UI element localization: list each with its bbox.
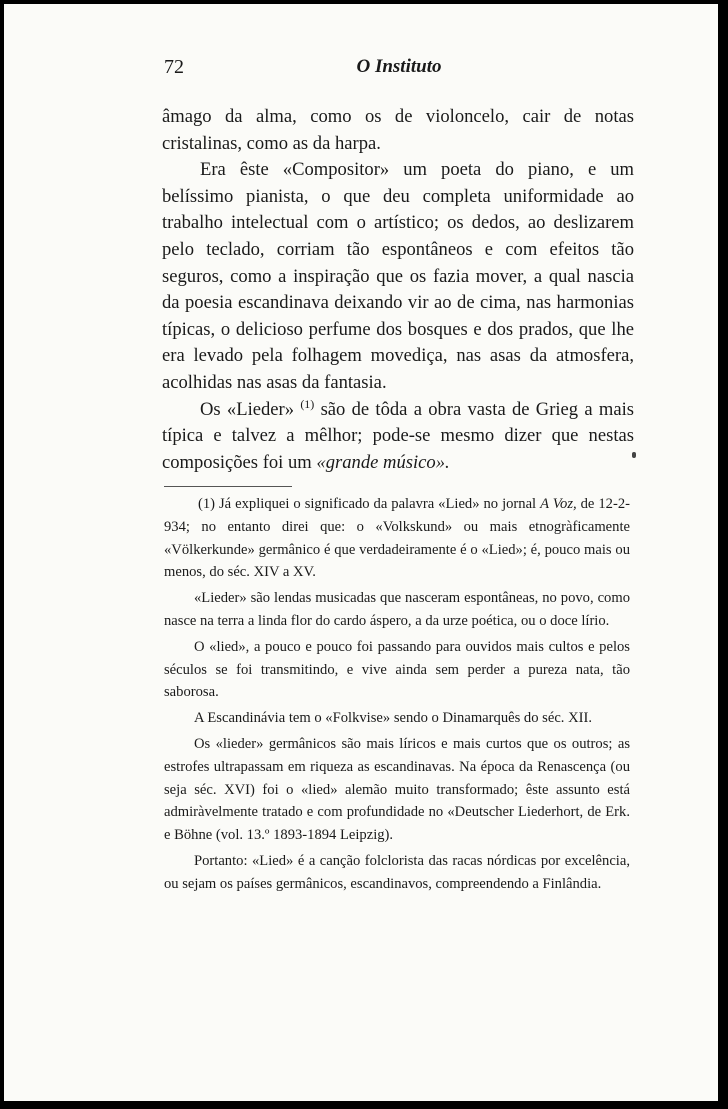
- footnotes: [164, 493, 630, 899]
- paragraph-3: [162, 397, 634, 477]
- footnote-3: O «lied», a pouco e pouco foi passando para ouvidos mais cultos e pelos séculos se foi transmitindo, e vive ainda sem perder a pureza nata, tão saborosa.: [164, 638, 630, 701]
- book-page: [4, 4, 718, 1101]
- main-text: [162, 104, 634, 476]
- footnote-1-mark: (1): [198, 496, 216, 512]
- footnote-1-text-b: de 12-2-934; no entanto direi que: o «Volkskund» ou mais etnogràficamente «Völkerkunde» germânico é que verdadeiramente é o «Lied»; é, pouco mais ou menos, do séc. XIV a XV.: [164, 496, 630, 581]
- page-header: [164, 56, 634, 86]
- paragraph-3-start: Os «Lieder»: [200, 398, 295, 420]
- footnote-1: [164, 493, 630, 584]
- footnote-reference: (1): [300, 396, 315, 411]
- footnote-1-text-a: Já expliquei o significado da palavra «Lied» no jornal: [215, 496, 541, 512]
- paragraph-3-middle: são de tôda a obra vasta de Grieg a mais típica e talvez a mêlhor; pode-se mesmo dizer que nestas composições foi um: [162, 398, 634, 473]
- paragraph-2: Era êste «Compositor» um poeta do piano, e um belíssimo pianista, o que deu completa uniformidade ao trabalho intelectual com o artístico; os dedos, ao deslizarem pelo teclado, corriam tão espontâneos e com efeitos tão seguros, como a inspiração que os fazia mover, a qual nascia da poesia escandinava deixando vir ao de cima, nas harmonias típicas, o delicioso perfume dos bosques e dos prados, que lhe era levado pela folhagem movediça, nas asas da atmosfera, acolhidas nas asas da fantasia.: [162, 159, 634, 393]
- footnote-2: «Lieder» são lendas musicadas que nasceram espontâneas, no povo, como nasce na terra a linda flor do cardo áspero, a da urze poética, ou o doce lírio.: [164, 590, 630, 629]
- running-title: O Instituto: [356, 56, 442, 77]
- footnote-separator: [164, 486, 292, 487]
- page-number: 72: [164, 56, 184, 78]
- footnote-5: Os «lieder» germânicos são mais líricos e mais curtos que os outros; as estrofes ultrapassam em riqueza as escandinavas. Na época da Renascença (ou seja séc. XVI) foi o «lied» alemão muito transformado; êste assunto está admiràvelmente tratado e com profundidade no «Deutscher Liederhort, de Erk. e Böhne (vol. 13.º 1893-1894 Leipzig).: [164, 735, 630, 844]
- footnote-4: A Escandinávia tem o «Folkvise» sendo o Dinamarquês do séc. XII.: [194, 710, 592, 727]
- footnote-6: Portanto: «Lied» é a canção folclorista das racas nórdicas por excelência, ou sejam os países germânicos, escandinavos, compreendendo a Finlândia.: [164, 852, 630, 892]
- paragraph-3-quote: «grande músico».: [316, 451, 450, 473]
- paragraph-1: âmago da alma, como os de violoncelo, cair de notas cristalinas, como as da harpa.: [162, 106, 634, 154]
- footnote-1-journal: A Voz,: [540, 496, 577, 512]
- ink-speck: [632, 452, 636, 458]
